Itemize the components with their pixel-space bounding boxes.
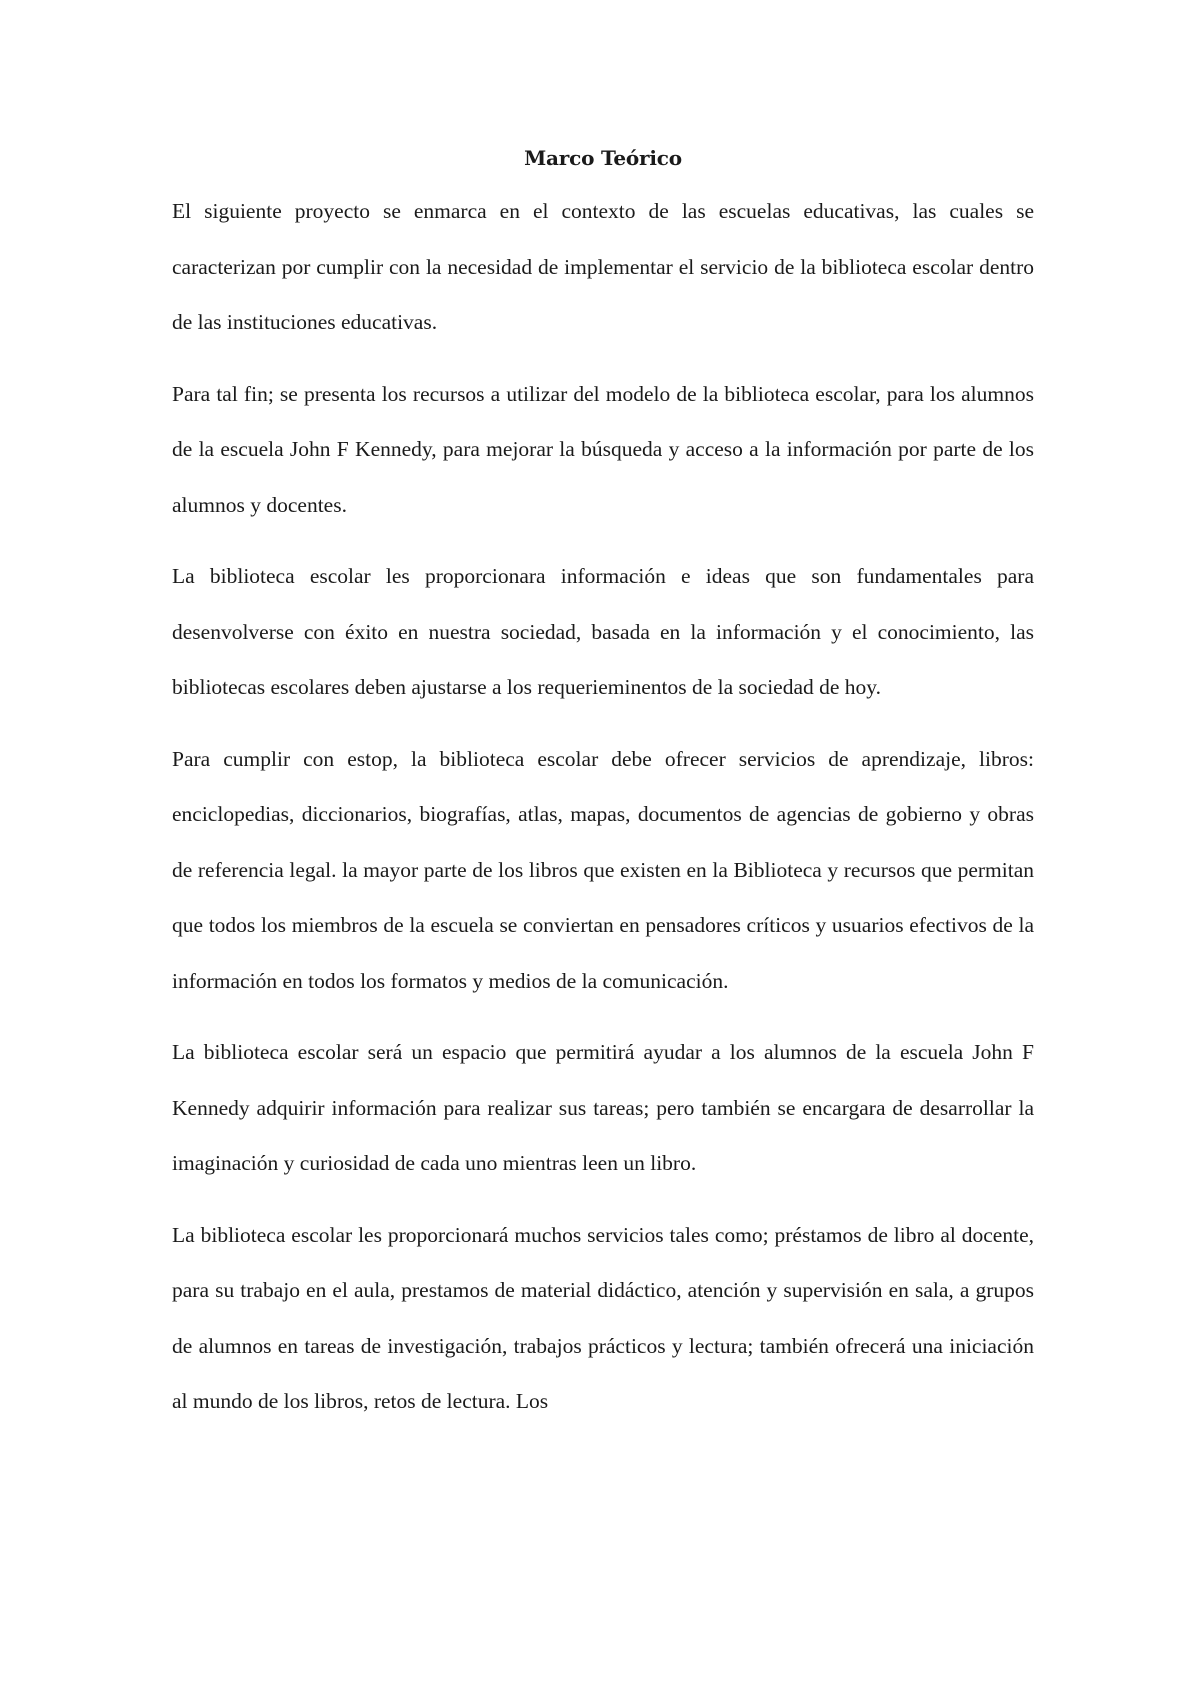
document-title: Marco Teórico [524, 146, 682, 170]
document-body [172, 138, 1034, 1446]
paragraph-2: Para tal fin; se presenta los recursos a utilizar del modelo de la biblioteca escolar, para los alumnos de la escuela John F Kennedy, para mejorar la búsqueda y acceso a la información por parte de los alumnos y docentes. [172, 381, 1034, 517]
paragraph-4: Para cumplir con estop, la biblioteca escolar debe ofrecer servicios de aprendizaje, libros: enciclopedias, diccionarios, biografías, atlas, mapas, documentos de agencias de gobierno y obras de referencia legal. la mayor parte de los libros que existen en la Biblioteca y recursos que permitan que todos los miembros de la escuela se conviertan en pensadores críticos y usuarios efectivos de la información en todos los formatos y medios de la comunicación. [172, 746, 1034, 993]
paragraph-5: La biblioteca escolar será un espacio que permitirá ayudar a los alumnos de la escuela John F Kennedy adquirir información para realizar sus tareas; pero también se encargara de desarrollar la imaginación y curiosidad de cada uno mientras leen un libro. [172, 1040, 1034, 1175]
paragraph-6: La biblioteca escolar les proporcionará muchos servicios tales como; préstamos de libro al docente, para su trabajo en el aula, prestamos de material didáctico, atención y supervisión en sala, a grupos de alumnos en tareas de investigación, trabajos prácticos y lectura; también ofrecerá una iniciación al mundo de los libros, retos de lectura. Los [172, 1222, 1034, 1413]
paragraph-1: El siguiente proyecto se enmarca en el contexto de las escuelas educativas, las cuales se caracterizan por cumplir con la necesidad de implementar el servicio de la biblioteca escolar dentro de las instituciones educativas. [172, 199, 1034, 334]
paragraph-3: La biblioteca escolar les proporcionara información e ideas que son fundamentales para desenvolverse con éxito en nuestra sociedad, basada en la información y el conocimiento, las bibliotecas escolares deben ajustarse a los requerieminentos de la sociedad de hoy. [172, 564, 1034, 699]
